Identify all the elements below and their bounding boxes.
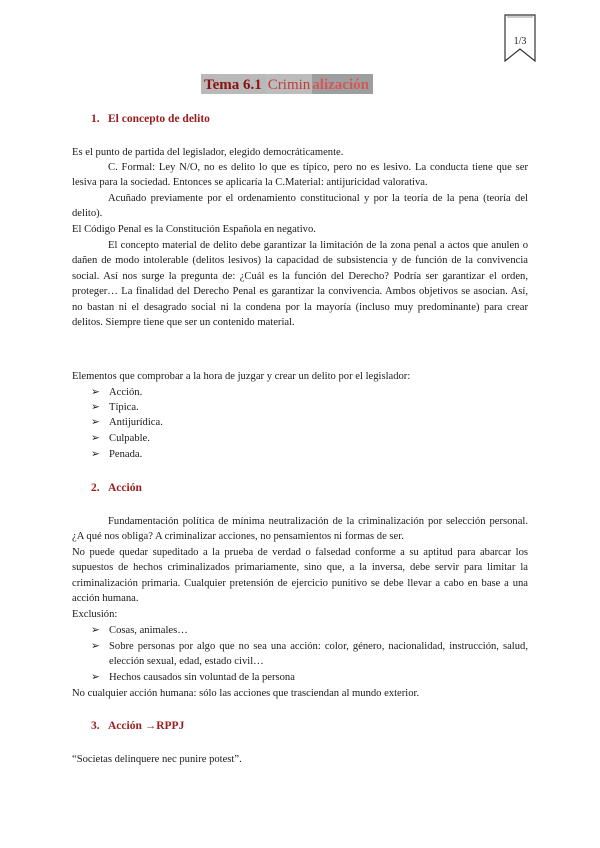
arrow-bullet-icon: ➢: [91, 641, 100, 652]
arrow-bullet-icon: ➢: [91, 449, 100, 460]
quote-paragraph: “Societas delinquere nec punire potest”.: [72, 754, 242, 765]
section-heading-3: 3. Acción →RPPJ: [91, 720, 185, 732]
paragraph: El concepto material de delito debe garantizar la limitación de la zona penal a actos que anulen o dañen de modo intolerable (delitos lesivos) la capacidad de subsistencia y de función de la convivencia social. Así nos surge la pregunta de: ¿Cuál es la función del Derecho? Podría ser garantizar el orden, proteger… La finalidad del Derecho Penal es garantizar la convivencia. Ambos objetivos se asocian. Así, no bastan ni el desagrado social ni la condena por la mayoría (incluso muy predominante) para crear delitos. Siempre tiene que ser un contenido material.: [72, 240, 528, 329]
arrow-bullet-icon: ➢: [91, 387, 100, 398]
paragraph: C. Formal: Ley N/O, no es delito lo que es típico, pero no es lesivo. La conducta tiene que ser lesiva para la sociedad. Entonces se aplicaría la C.Material: antijuricidad valorativa.: [72, 162, 528, 189]
paragraph: Acuñado previamente por el ordenamiento constitucional y por la teoría de la pena (teoría del delito).: [72, 193, 528, 220]
arrow-bullet-icon: ➢: [91, 625, 100, 636]
paragraph: Fundamentación política de mínima neutralización de la criminalización por selección personal. ¿A qué nos obliga? A criminalizar acciones, no pensamientos ni formas de ser.: [72, 516, 528, 543]
page-number: 1/3: [513, 36, 527, 47]
section-heading-2: 2. Acción: [91, 482, 142, 494]
arrow-bullet-icon: ➢: [91, 402, 100, 413]
arrow-bullet-icon: ➢: [91, 433, 100, 444]
arrow-bullet-icon: ➢: [91, 672, 100, 683]
paragraph: Elementos que comprobar a la hora de juzgar y crear un delito por el legislador:: [72, 371, 411, 382]
paragraph: Es el punto de partida del legislador, elegido democráticamente.: [72, 147, 344, 158]
arrow-bullet-icon: ➢: [91, 417, 100, 428]
section-heading-1: 1. El concepto de delito: [91, 113, 210, 125]
paragraph: El Código Penal es la Constitución Española en negativo.: [72, 224, 316, 235]
paragraph: Exclusión:: [72, 609, 118, 620]
page-title: [201, 74, 373, 94]
paragraph: No puede quedar supeditado a la prueba de verdad o falsedad conforme a su aptitud para abarcar los supuestos de hechos criminalizados primariamente, sino que, a la inversa, debe servir para limitar la criminalización primaria. Cualquier pretensión de ejercicio punitivo se debe llevar a cabo en base a una acción humana.: [72, 547, 528, 605]
title-part-1: Tema 6.1: [201, 74, 266, 94]
page-number-badge: [504, 14, 536, 62]
title-part-2: Crimin: [266, 74, 313, 94]
paragraph: No cualquier acción humana: sólo las acciones que trasciendan al mundo exterior.: [72, 688, 420, 699]
title-part-3: alización: [312, 74, 373, 94]
